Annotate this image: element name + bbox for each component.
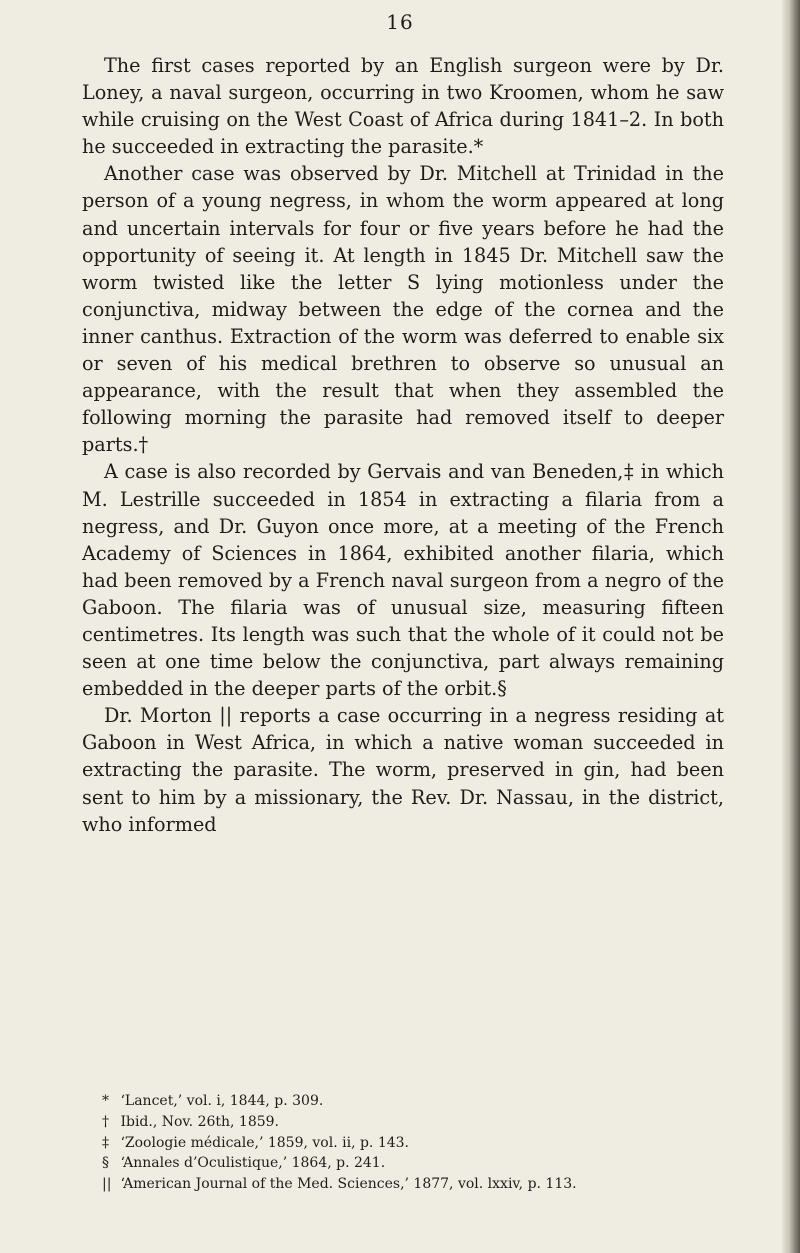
- footnote: [102, 1112, 742, 1133]
- footnote-text: ‘American Journal of the Med. Sciences,’ 1877, vol. lxxiv, p. 113.: [120, 1176, 577, 1193]
- paragraph: The first cases reported by an English surgeon were by Dr. Loney, a naval surgeon, occurring in two Kroomen, whom he saw while cruising on the West Coast of Africa during 1841–2. In both he succeeded in extracting the parasite.*: [82, 54, 724, 159]
- paragraph: A case is also recorded by Gervais and van Beneden,‡ in which M. Lestrille succeeded in 1854 in extracting a filaria from a negress, and Dr. Guyon once more, at a meeting of the French Academy of Sciences in 1864, exhibited another filaria, which had been removed by a French naval surgeon from a negro of the Gaboon. The filaria was of unusual size, measuring fifteen centimetres. Its length was such that the whole of it could not be seen at one time below the conjunctiva, part always remaining embedded in the deeper parts of the orbit.§: [82, 460, 724, 701]
- footnote: [102, 1133, 742, 1154]
- page-number: 16: [386, 10, 414, 34]
- footnotes: [102, 1091, 742, 1195]
- body-text: [82, 52, 724, 838]
- footnote-text: ‘Zoologie médicale,’ 1859, vol. ii, p. 143.: [120, 1134, 410, 1151]
- footnote-mark: ‡: [102, 1134, 109, 1151]
- footnote-mark: †: [102, 1113, 109, 1130]
- footnote: [102, 1174, 742, 1195]
- footnote: [102, 1091, 742, 1112]
- footnote-mark: §: [102, 1155, 109, 1172]
- footnote-text: ‘Lancet,’ vol. i, 1844, p. 309.: [120, 1093, 324, 1109]
- footnote-mark: ||: [102, 1176, 112, 1193]
- paragraph: Dr. Morton || reports a case occurring in a negress residing at Gaboon in West Africa, in which a native woman succeeded in extracting the parasite. The worm, preserved in gin, had been sent to him by a missionary, the Rev. Dr. Nassau, in the district, who informed: [82, 704, 724, 836]
- footnote-text: Ibid., Nov. 26th, 1859.: [120, 1113, 279, 1130]
- footnote: [102, 1153, 742, 1174]
- paragraph: Another case was observed by Dr. Mitchell at Trinidad in the person of a young negress, in whom the worm appeared at long and uncertain intervals for four or five years before he had the opportunity of seeing it. At length in 1845 Dr. Mitchell saw the worm twisted like the letter S lying motionless under the conjunctiva, midway between the edge of the cornea and the inner canthus. Extraction of the worm was deferred to enable six or seven of his medical brethren to observe so unusual an appearance, with the result that when they assembled the following morning the parasite had removed itself to deeper parts.†: [82, 162, 724, 457]
- page-edge-shadow: [782, 0, 800, 1253]
- footnote-text: ‘Annales d’Oculistique,’ 1864, p. 241.: [120, 1155, 386, 1172]
- footnote-mark: *: [102, 1093, 109, 1109]
